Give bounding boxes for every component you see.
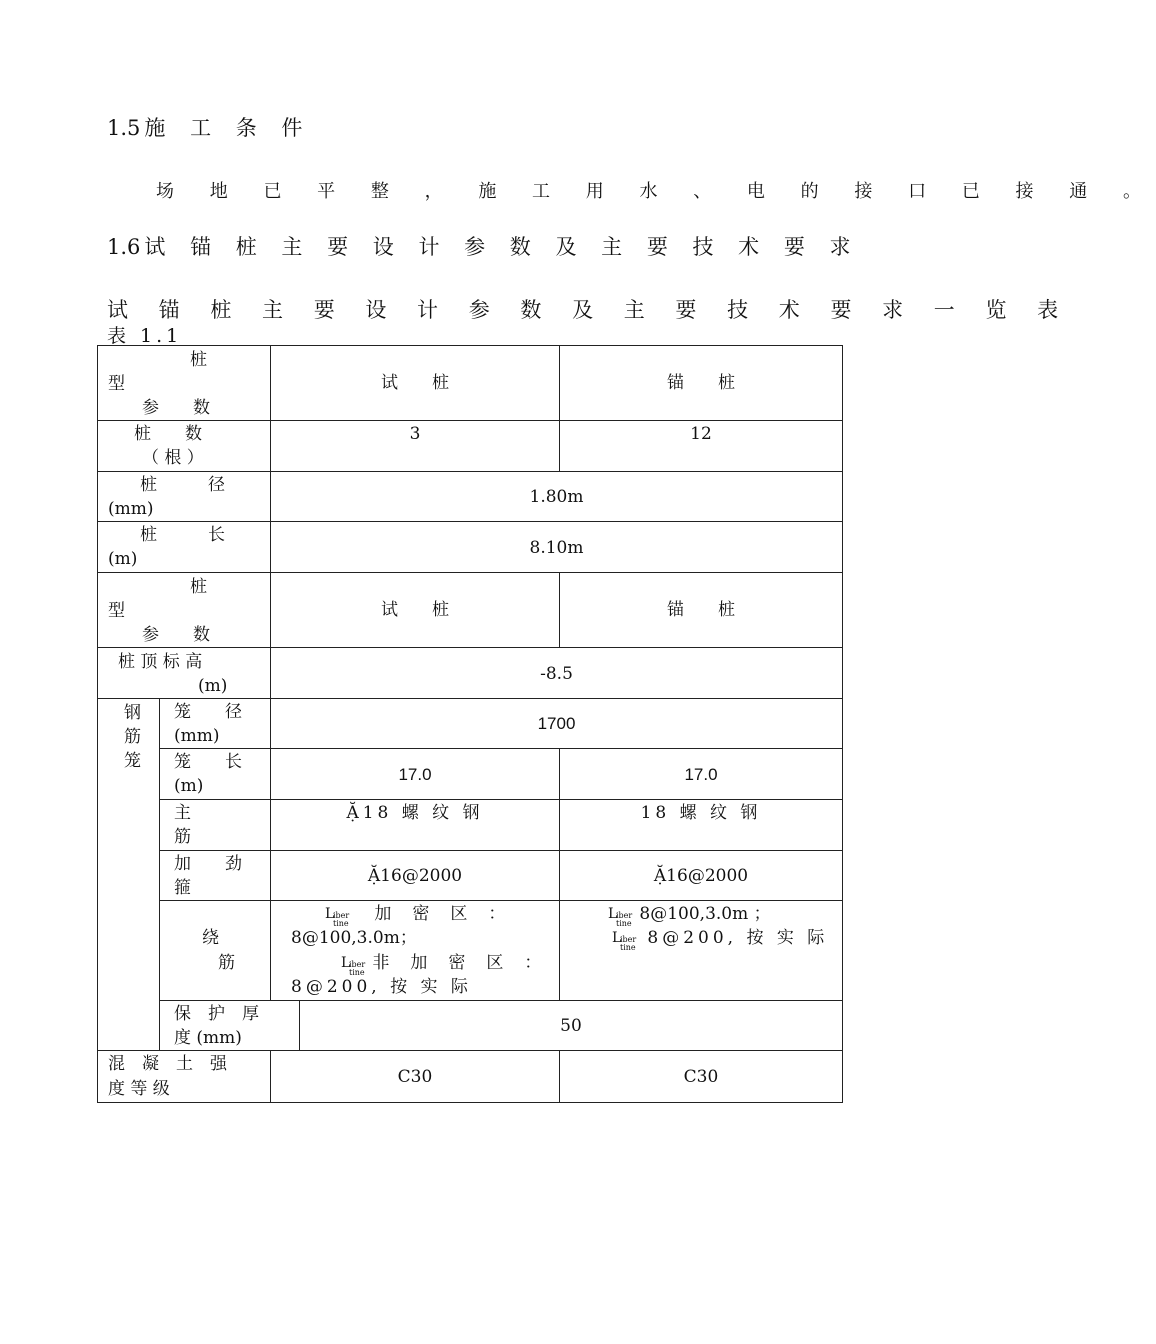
value: 50	[560, 1016, 582, 1036]
value: 12	[690, 424, 712, 444]
value: 18 螺 纹 钢	[640, 803, 762, 823]
header2-anchor-pile	[559, 572, 843, 648]
header-corner-bot: 参 数	[142, 398, 210, 418]
cell-stiffener-anchor	[559, 850, 843, 901]
cell-main-bar-test	[270, 799, 560, 851]
row-label-cage-length	[159, 748, 271, 800]
cell-cage-length-anchor	[559, 748, 843, 800]
text: 8@100,3.0m ；	[639, 904, 771, 924]
label-line2: 度 等 级	[108, 1079, 170, 1099]
value: Ặ16@2000	[367, 866, 463, 886]
value: 3	[409, 424, 421, 444]
table-number: 表 1.1	[107, 325, 183, 347]
construction-conditions-paragraph: 场 地 已 平 整 ， 施 工 用 水 、 电 的 接 口 已 接 通 。	[156, 181, 1156, 202]
cell-spiral-test	[270, 900, 560, 1001]
label-line1: 保 护 厚	[174, 1004, 259, 1024]
header-test-label: 试 桩	[381, 373, 449, 393]
row-label-pile-diameter	[97, 471, 271, 522]
text: 加 密 区 ：	[374, 904, 508, 924]
table-caption: 试 锚 桩 主 要 设 计 参 数 及 主 要 技 术 要 求 一 览 表	[107, 298, 1071, 322]
row-label-pile-length	[97, 521, 271, 573]
row-label-spiral	[159, 900, 271, 1001]
group-char-3: 笼	[124, 751, 141, 771]
cell-cage-diameter	[270, 698, 843, 749]
label-line2: (mm)	[108, 499, 154, 519]
value: Ặ18 螺 纹 钢	[346, 803, 484, 823]
label-line1: 笼 径	[174, 702, 242, 722]
header-anchor-label: 锚 桩	[667, 600, 735, 620]
cell-concrete-anchor	[559, 1050, 843, 1103]
label-line1: 混 凝 土 强	[108, 1054, 227, 1074]
text: 8@200, 按 实 际	[647, 928, 829, 948]
label-line2: (m)	[108, 549, 138, 569]
cell-cover	[299, 1000, 843, 1051]
cell-top-elevation	[270, 647, 843, 699]
parameter-table	[97, 345, 843, 1103]
label-line2: (m)	[198, 676, 228, 696]
label-line1: 加 劲	[174, 854, 242, 874]
value: 17.0	[684, 765, 718, 784]
header-anchor-pile	[559, 345, 843, 421]
label-line1: 桩 顶 标 高	[118, 652, 203, 672]
label-line2: 箍	[174, 878, 191, 898]
spiral-symbol-icon: L iber tine	[325, 905, 350, 928]
value: 8.10m	[529, 538, 584, 558]
row-label-concrete	[97, 1050, 271, 1103]
label-line1: 笼 长	[174, 752, 242, 772]
cell-pile-count-test	[270, 420, 560, 472]
value: C30	[397, 1067, 433, 1087]
label-line1: 桩 长	[140, 525, 225, 545]
cell-stiffener-test	[270, 850, 560, 901]
header-test-label: 试 桩	[381, 600, 449, 620]
section-heading-1-6	[107, 231, 860, 261]
label-line2: （ 根 ）	[142, 448, 204, 468]
value: 1.80m	[529, 487, 584, 507]
header-corner-mid: 型	[108, 601, 125, 621]
header-test-pile	[270, 345, 560, 421]
label-line1: 桩 径	[140, 475, 225, 495]
group-char-1: 钢	[124, 703, 141, 723]
section-heading-1-5	[107, 112, 311, 142]
section-number: 1.5	[107, 116, 141, 140]
section-title: 试 锚 桩 主 要 设 计 参 数 及 主 要 技 术 要 求	[144, 235, 860, 259]
section-number: 1.6	[107, 235, 141, 259]
label-line1: 桩 数	[134, 424, 202, 444]
row-label-main-bar	[159, 799, 271, 851]
label-line2: (mm)	[174, 726, 220, 746]
spiral-test-line2: 8@100,3.0m；	[291, 928, 417, 948]
header-corner-top: 桩	[190, 577, 207, 597]
rebar-cage-group-label	[97, 698, 160, 1051]
header-corner-mid: 型	[108, 374, 125, 394]
spiral-test-line1	[325, 902, 507, 926]
cell-pile-length	[270, 521, 843, 573]
row-label-cover	[159, 1000, 300, 1051]
value: Ặ16@2000	[653, 866, 749, 886]
spiral-symbol-icon: L iber tine	[608, 905, 633, 928]
cell-spiral-anchor	[559, 900, 843, 1001]
label-line2: 筋	[174, 827, 191, 847]
spiral-test-line4: 8@200, 按 实 际	[291, 977, 472, 997]
row-label-pile-count	[97, 420, 271, 472]
value: 17.0	[398, 765, 432, 784]
value: 1700	[537, 714, 576, 733]
cell-concrete-test	[270, 1050, 560, 1103]
row-label-cage-diameter	[159, 698, 271, 749]
label-line2: (m)	[174, 776, 204, 796]
label-line2: 度 (mm)	[174, 1028, 242, 1048]
header2-corner-cell	[97, 572, 271, 648]
header-corner-bot: 参 数	[142, 625, 210, 645]
row-label-top-elevation	[97, 647, 271, 699]
cell-cage-length-test	[270, 748, 560, 800]
header-anchor-label: 锚 桩	[667, 373, 735, 393]
text: 非 加 密 区 ：	[372, 953, 544, 973]
header-corner-top: 桩	[190, 350, 207, 370]
spiral-test-line3	[341, 951, 543, 975]
label-line1: 绕	[202, 928, 219, 948]
label-line2: 筋	[218, 953, 235, 973]
spiral-anchor-line1	[608, 902, 771, 926]
spiral-anchor-line2	[612, 926, 828, 950]
label-line1: 主	[174, 803, 191, 823]
value: -8.5	[540, 664, 573, 684]
section-title: 施 工 条 件	[144, 116, 312, 140]
spiral-symbol-icon: L iber tine	[341, 954, 366, 977]
cell-main-bar-anchor	[559, 799, 843, 851]
cell-pile-count-anchor	[559, 420, 843, 472]
spiral-symbol-icon: L iber tine	[612, 929, 637, 952]
header2-test-pile	[270, 572, 560, 648]
header-corner-cell	[97, 345, 271, 421]
row-label-stiffener	[159, 850, 271, 901]
group-char-2: 筋	[124, 727, 141, 747]
cell-pile-diameter	[270, 471, 843, 522]
value: C30	[683, 1067, 719, 1087]
